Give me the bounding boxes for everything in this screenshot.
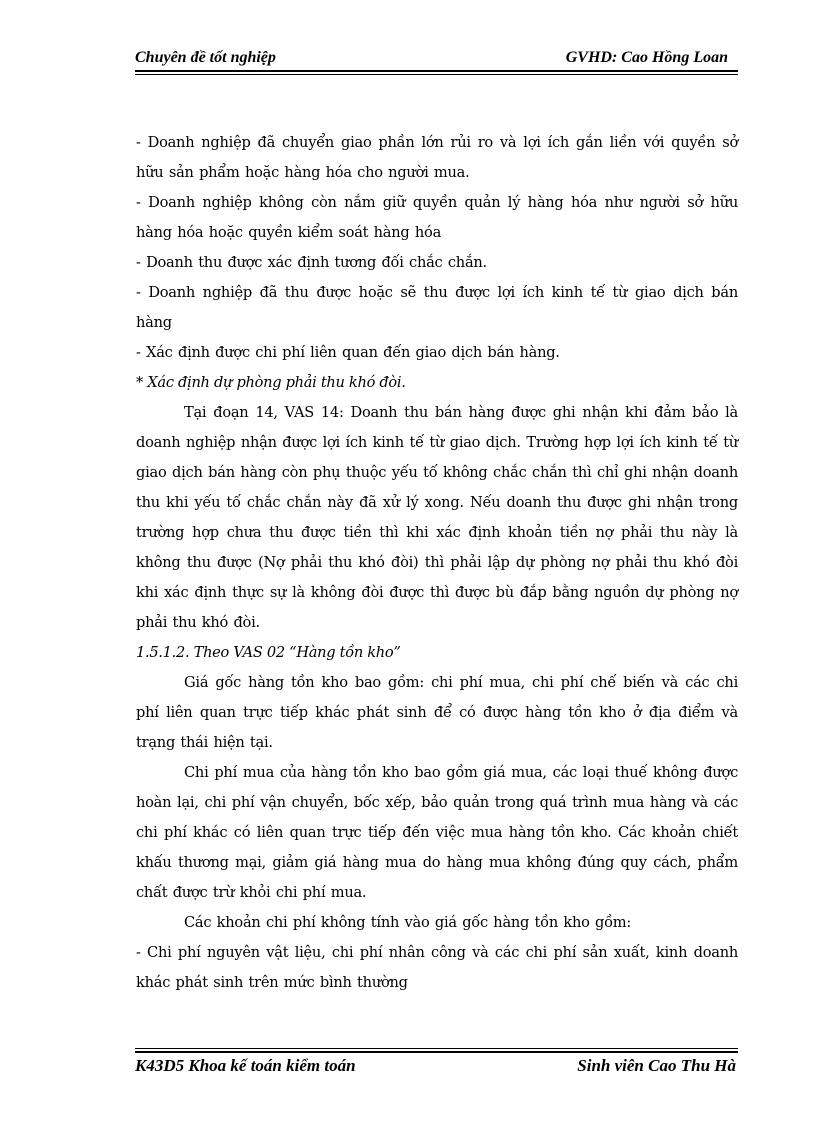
paragraph: - Chi phí nguyên vật liệu, chi phí nhân công và các chi phí sản xuất, kinh doanh khác phát sinh trên mức bình thường xyxy=(136,944,738,991)
paragraph: Giá gốc hàng tồn kho bao gồm: chi phí mua, chi phí chế biến và các chi phí liên quan trực tiếp khác phát sinh để có được hàng tồn kho ở địa điểm và trạng thái hiện tại. xyxy=(136,674,738,751)
header-rule-thin xyxy=(135,74,738,75)
header-rule-thick xyxy=(135,70,738,72)
footer-rule-thick xyxy=(135,1051,738,1053)
section-heading: 1.5.1.2. Theo VAS 02 “Hàng tồn kho” xyxy=(136,644,401,661)
footer-class: K43D5 Khoa kế toán kiểm toán xyxy=(135,1056,356,1075)
section-subheading: * Xác định dự phòng phải thu khó đòi. xyxy=(136,374,406,391)
footer-student: Sinh viên Cao Thu Hà xyxy=(577,1056,736,1075)
paragraph: - Xác định được chi phí liên quan đến giao dịch bán hàng. xyxy=(136,344,560,361)
document-body xyxy=(136,128,738,998)
paragraph: - Doanh nghiệp không còn nắm giữ quyền quản lý hàng hóa như người sở hữu hàng hóa hoặc quyền kiểm soát hàng hóa xyxy=(136,194,738,241)
footer-rule-thin xyxy=(135,1048,738,1049)
paragraph: Các khoản chi phí không tính vào giá gốc hàng tồn kho gồm: xyxy=(184,914,632,931)
header-advisor: GVHD: Cao Hồng Loan xyxy=(565,49,728,66)
page-footer xyxy=(135,1056,738,1078)
paragraph: - Doanh nghiệp đã thu được hoặc sẽ thu được lợi ích kinh tế từ giao dịch bán hàng xyxy=(136,284,738,331)
paragraph: - Doanh thu được xác định tương đối chắc chắn. xyxy=(136,254,487,271)
paragraph: Chi phí mua của hàng tồn kho bao gồm giá mua, các loại thuế không được hoàn lại, chi phí vận chuyển, bốc xếp, bảo quản trong quá trình mua hàng và các chi phí khác có liên quan trực tiếp đến việc mua hàng tồn kho. Các khoản chiết khấu thương mại, giảm giá hàng mua do hàng mua không đúng quy cách, phẩm chất được trừ khỏi chi phí mua. xyxy=(136,764,738,901)
page-header xyxy=(135,48,738,70)
paragraph: - Doanh nghiệp đã chuyển giao phần lớn rủi ro và lợi ích gắn liền với quyền sở hữu sản phẩm hoặc hàng hóa cho người mua. xyxy=(136,134,738,181)
paragraph: Tại đoạn 14, VAS 14: Doanh thu bán hàng được ghi nhận khi đảm bảo là doanh nghiệp nhận được lợi ích kinh tế từ giao dịch. Trường hợp lợi ích kinh tế từ giao dịch bán hàng còn phụ thuộc yếu tố không chắc chắn thì chỉ ghi nhận doanh thu khi yếu tố chắc chắn này đã xử lý xong. Nếu doanh thu được ghi nhận trong trường hợp chưa thu được tiền thì khi xác định khoản tiền nợ phải thu này là không thu được (Nợ phải thu khó đòi) thì phải lập dự phòng nợ phải thu khó đòi khi xác định thực sự là không đòi được thì được bù đắp bằng nguồn dự phòng nợ phải thu khó đòi. xyxy=(136,404,738,631)
header-title: Chuyên đề tốt nghiệp xyxy=(135,49,276,66)
